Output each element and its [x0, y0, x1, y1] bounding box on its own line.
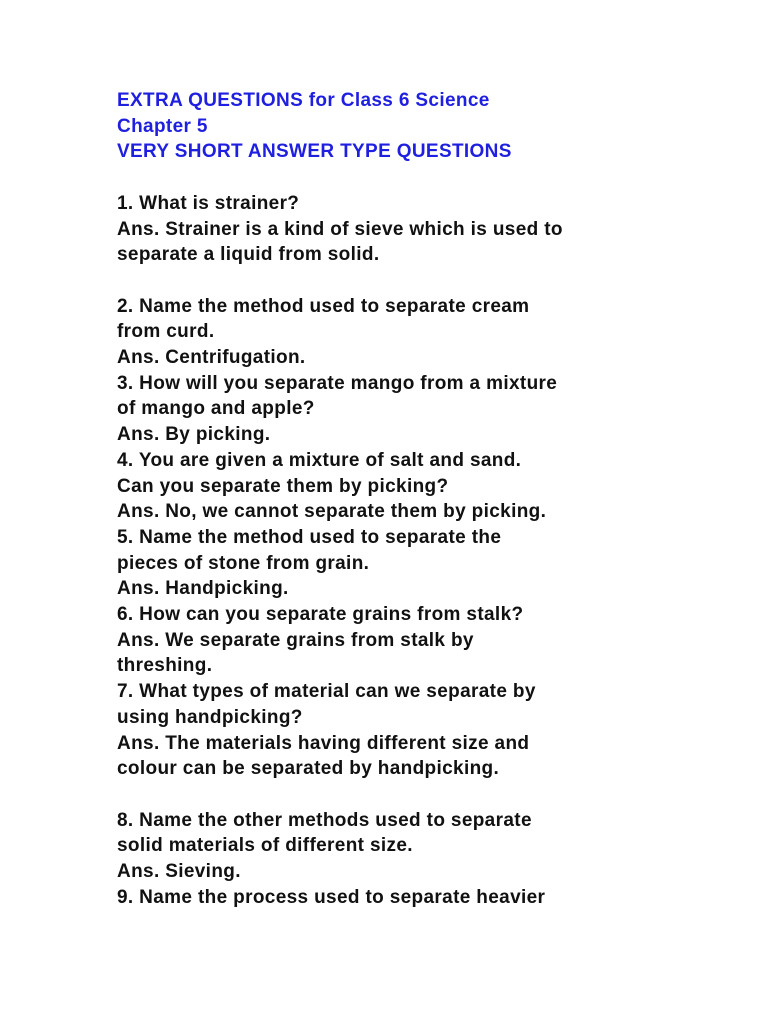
- qa-item-3: [117, 371, 677, 448]
- header-title: EXTRA QUESTIONS for Class 6 Science: [117, 90, 490, 111]
- qa-item-1: [117, 191, 677, 268]
- question-5-line-2: pieces of stone from grain.: [117, 552, 370, 574]
- qa-item-8: [117, 808, 677, 885]
- question-3-line-2: of mango and apple?: [117, 398, 315, 420]
- question-4-line-1: 4. You are given a mixture of salt and sand.: [117, 449, 522, 471]
- spacer: [117, 782, 677, 808]
- document-page: [117, 88, 677, 910]
- question-7-line-1: 7. What types of material can we separate by: [117, 681, 536, 703]
- qa-item-5: [117, 525, 677, 602]
- question-3-line-1: 3. How will you separate mango from a mixture: [117, 372, 558, 394]
- question-2-line-1: 2. Name the method used to separate cream: [117, 295, 530, 317]
- answer-6-line-1: Ans. We separate grains from stalk by: [117, 629, 474, 651]
- answer-5-line-1: Ans. Handpicking.: [117, 578, 289, 600]
- question-8-line-2: solid materials of different size.: [117, 835, 413, 857]
- question-9-line-1: 9. Name the process used to separate heavier: [117, 886, 546, 908]
- question-2-line-2: from curd.: [117, 321, 215, 343]
- question-1-line-1: 1. What is strainer?: [117, 192, 300, 214]
- header-section: VERY SHORT ANSWER TYPE QUESTIONS: [117, 141, 512, 163]
- qa-item-7: [117, 679, 677, 782]
- header-chapter: Chapter 5: [117, 115, 208, 137]
- answer-1-line-1: Ans. Strainer is a kind of sieve which is used to: [117, 218, 563, 240]
- answer-4-line-1: Ans. No, we cannot separate them by picking.: [117, 501, 547, 523]
- answer-7-line-1: Ans. The materials having different size and: [117, 732, 530, 754]
- qa-item-4: [117, 448, 677, 525]
- answer-7-line-2: colour can be separated by handpicking.: [117, 758, 500, 780]
- qa-item-6: [117, 602, 677, 679]
- question-4-line-2: Can you separate them by picking?: [117, 475, 449, 497]
- answer-8-line-1: Ans. Sieving.: [117, 861, 241, 883]
- spacer: [117, 268, 677, 294]
- answer-2-line-1: Ans. Centrifugation.: [117, 347, 306, 368]
- qa-item-2: [117, 294, 677, 371]
- question-8-line-1: 8. Name the other methods used to separate: [117, 809, 532, 831]
- qa-item-9: [117, 885, 677, 911]
- spacer: [117, 165, 677, 191]
- question-5-line-1: 5. Name the method used to separate the: [117, 526, 502, 548]
- answer-3-line-1: Ans. By picking.: [117, 424, 271, 446]
- question-6-line-1: 6. How can you separate grains from stalk?: [117, 604, 524, 626]
- question-7-line-2: using handpicking?: [117, 706, 303, 728]
- document-header: [117, 88, 677, 165]
- answer-1-line-2: separate a liquid from solid.: [117, 244, 380, 266]
- answer-6-line-2: threshing.: [117, 655, 213, 677]
